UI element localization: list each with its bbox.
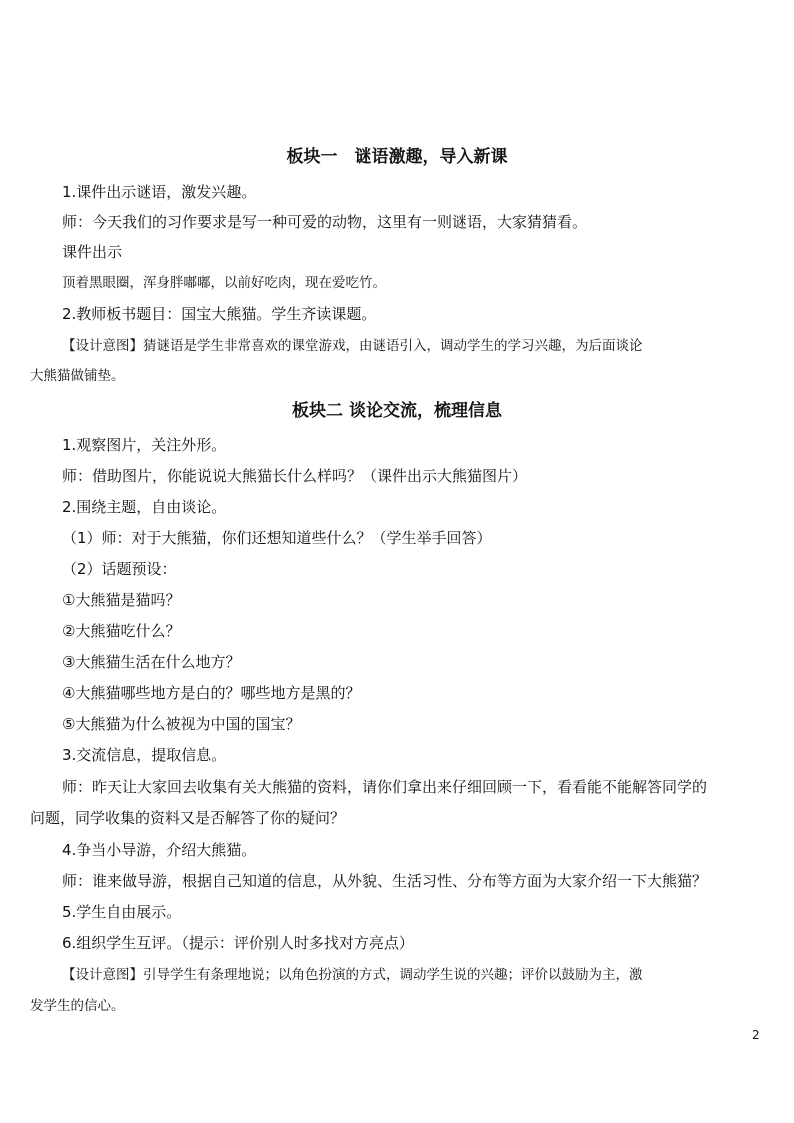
topic-item: ④大熊猫哪些地方是白的？哪些地方是黑的？ bbox=[62, 684, 361, 702]
section2-design-intent-line1: 【设计意图】引导学生有条理地说；以角色扮演的方式，调动学生说的兴趣；评价以鼓励为主，激 bbox=[62, 967, 643, 983]
section2-design-intent-line2: 发学生的信心。 bbox=[30, 998, 125, 1014]
section1-heading: 板块一 谜语激趣，导入新课 bbox=[286, 147, 508, 167]
section2-step2: 2.围绕主题，自由谈论。 bbox=[62, 498, 227, 516]
section1-step2: 2.教师板书题目：国宝大熊猫。学生齐读课题。 bbox=[62, 305, 377, 323]
topic-item: ③大熊猫生活在什么地方？ bbox=[62, 653, 241, 671]
section1-design-intent-line2: 大熊猫做铺垫。 bbox=[30, 368, 125, 384]
section2-step1: 1.观察图片，关注外形。 bbox=[62, 436, 227, 454]
section2-heading: 板块二 谈论交流，梳理信息 bbox=[292, 401, 502, 421]
section2-sub1: （1）师：对于大熊猫，你们还想知道些什么？（学生举手回答） bbox=[62, 529, 492, 547]
section2-step4: 4.争当小导游，介绍大熊猫。 bbox=[62, 841, 257, 859]
section1-courseware-label: 课件出示 bbox=[62, 243, 123, 261]
section2-step3: 3.交流信息，提取信息。 bbox=[62, 746, 227, 764]
page-number: 2 bbox=[752, 1028, 760, 1042]
section2-teacher1: 师：借助图片，你能说说大熊猫长什么样吗？（课件出示大熊猫图片） bbox=[62, 467, 528, 485]
section2-teacher3-line1: 师：昨天让大家回去收集有关大熊猫的资料，请你们拿出来仔细回顾一下，看看能不能解答同学的 bbox=[62, 778, 708, 796]
section2-teacher4: 师：谁来做导游，根据自己知道的信息，从外貌、生活习性、分布等方面为大家介绍一下大熊猫？ bbox=[62, 872, 708, 890]
section1-teacher1: 师：今天我们的习作要求是写一种可爱的动物，这里有一则谜语，大家猜猜看。 bbox=[62, 213, 588, 231]
topic-item: ①大熊猫是猫吗？ bbox=[62, 591, 181, 609]
section2-step6: 6.组织学生互评。（提示：评价别人时多找对方亮点） bbox=[62, 934, 414, 952]
topic-item: ⑤大熊猫为什么被视为中国的国宝？ bbox=[62, 715, 301, 733]
section2-sub2: （2）话题预设： bbox=[62, 560, 177, 578]
section1-riddle: 顶着黑眼圈，浑身胖嘟嘟，以前好吃肉，现在爱吃竹。 bbox=[62, 275, 386, 291]
section1-step1: 1.课件出示谜语，激发兴趣。 bbox=[62, 183, 257, 201]
section2-step5: 5.学生自由展示。 bbox=[62, 903, 182, 921]
topic-item: ②大熊猫吃什么？ bbox=[62, 622, 181, 640]
section2-teacher3-line2: 问题，同学收集的资料又是否解答了你的疑问？ bbox=[30, 809, 346, 827]
section1-design-intent-line1: 【设计意图】猜谜语是学生非常喜欢的课堂游戏，由谜语引入，调动学生的学习兴趣，为后面谈论 bbox=[62, 338, 643, 354]
